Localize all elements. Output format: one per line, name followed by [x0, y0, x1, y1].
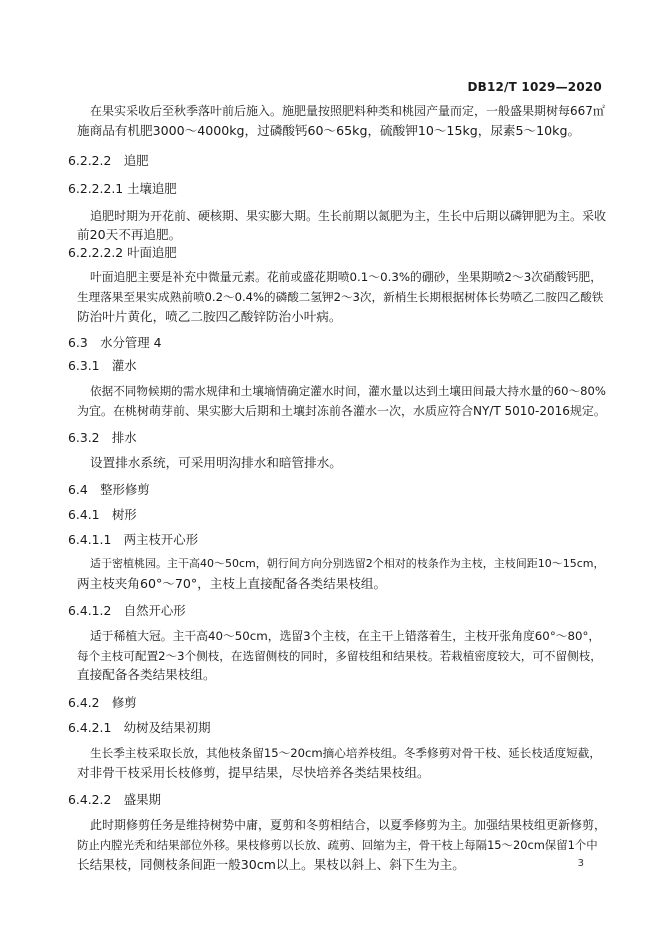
section-heading: 6.3 水分管理 4: [68, 335, 162, 350]
body-line: 生长季主枝采取长放，其他枝条留15～20cm摘心培养枝组。冬季修剪对骨干枝、延长枝适度短截，: [90, 746, 601, 760]
section-heading: 6.4.2.1 幼树及结果初期: [68, 720, 211, 735]
page-number: 3: [577, 858, 584, 869]
body-line: 对非骨干枝采用长枝修剪，提早结果，尽快培养各类结果枝组。: [77, 765, 430, 780]
body-line: 适于密植桃园。主干高40～50cm，朝行间方向分别选留2个相对的枝条作为主枝，主枝间距10～15cm，: [90, 557, 605, 570]
body-line: 前20天不再追肥。: [77, 227, 182, 242]
section-heading: 6.2.2.2.1 土壤追肥: [68, 181, 177, 196]
body-line: 长结果枝，同侧枝条间距一般30cm以上。果枝以斜上、斜下生为主。: [77, 857, 465, 872]
section-heading: 6.2.2.2.2 叶面追肥: [68, 245, 177, 260]
section-heading: 6.4.2 修剪: [68, 695, 137, 710]
document-code-header: DB12/T 1029—2020: [467, 80, 602, 94]
body-line: 追肥时期为开花前、硬核期、果实膨大期。生长前期以氮肥为主，生长中后期以磷钾肥为主。采收: [90, 209, 607, 223]
section-heading: 6.3.2 排水: [68, 430, 137, 445]
body-line: 施商品有机肥3000～4000kg，过磷酸钙60～65kg，硫酸钾10～15kg，尿素5～10kg。: [77, 123, 581, 138]
section-heading: 6.4.1.2 自然开心形: [68, 603, 186, 618]
body-line: 生理落果至果实成熟前喷0.2～0.4%的磷酸二氢钾2～3次，新梢生长期根据树体长势喷乙二胺四乙酸铁: [77, 290, 604, 304]
section-heading: 6.4.1.1 两主枝开心形: [68, 532, 199, 547]
body-line: 依据不同物候期的需水规律和土壤墒情确定灌水时间，灌水量以达到土壤田间最大持水量的60～80%: [90, 384, 606, 398]
body-line: 直接配备各类结果枝组。: [77, 667, 216, 682]
body-line: 防止内膛光秃和结果部位外移。果枝修剪以长放、疏剪、回缩为主，骨干枝上每隔15～20cm保留1个中: [77, 838, 598, 852]
body-line: 防治叶片黄化，喷乙二胺四乙酸锌防治小叶病。: [77, 309, 342, 324]
body-line: 两主枝夹角60°～70°，主枝上直接配备各类结果枝组。: [77, 576, 387, 591]
body-line: 每个主枝可配置2～3个侧枝，在选留侧枝的同时，多留枝组和结果枝。若栽植密度较大，可不留侧枝，: [77, 649, 602, 663]
body-line: 适于稀植大冠。主干高40～50cm，选留3个主枝，在主干上错落着生，主枝开张角度60°～80°，: [90, 629, 601, 643]
section-heading: 6.4 整形修剪: [68, 482, 150, 497]
section-heading: 6.2.2.2 追肥: [68, 153, 149, 168]
section-heading: 6.4.2.2 盛果期: [68, 792, 161, 807]
section-heading: 6.4.1 树形: [68, 507, 137, 522]
section-heading: 6.3.1 灌水: [68, 358, 137, 373]
body-line: 此时期修剪任务是维持树势中庸，夏剪和冬剪相结合，以夏季修剪为主。加强结果枝组更新修剪，: [90, 818, 607, 832]
body-line: 叶面追肥主要是补充中微量元素。花前或盛花期喷0.1～0.3%的硼砂，坐果期喷2～3次硝酸钙肥，: [90, 270, 603, 284]
body-line: 在果实采收后至秋季落叶前后施入。施肥量按照肥料种类和桃园产量而定，一般盛果期树每667㎡: [90, 104, 605, 118]
body-line: 设置排水系统，可采用明沟排水和暗管排水。: [90, 455, 342, 470]
body-line: 为宜。在桃树萌芽前、果实膨大后期和土壤封冻前各灌水一次，水质应符合NY/T 5010-2016规定。: [77, 404, 606, 418]
